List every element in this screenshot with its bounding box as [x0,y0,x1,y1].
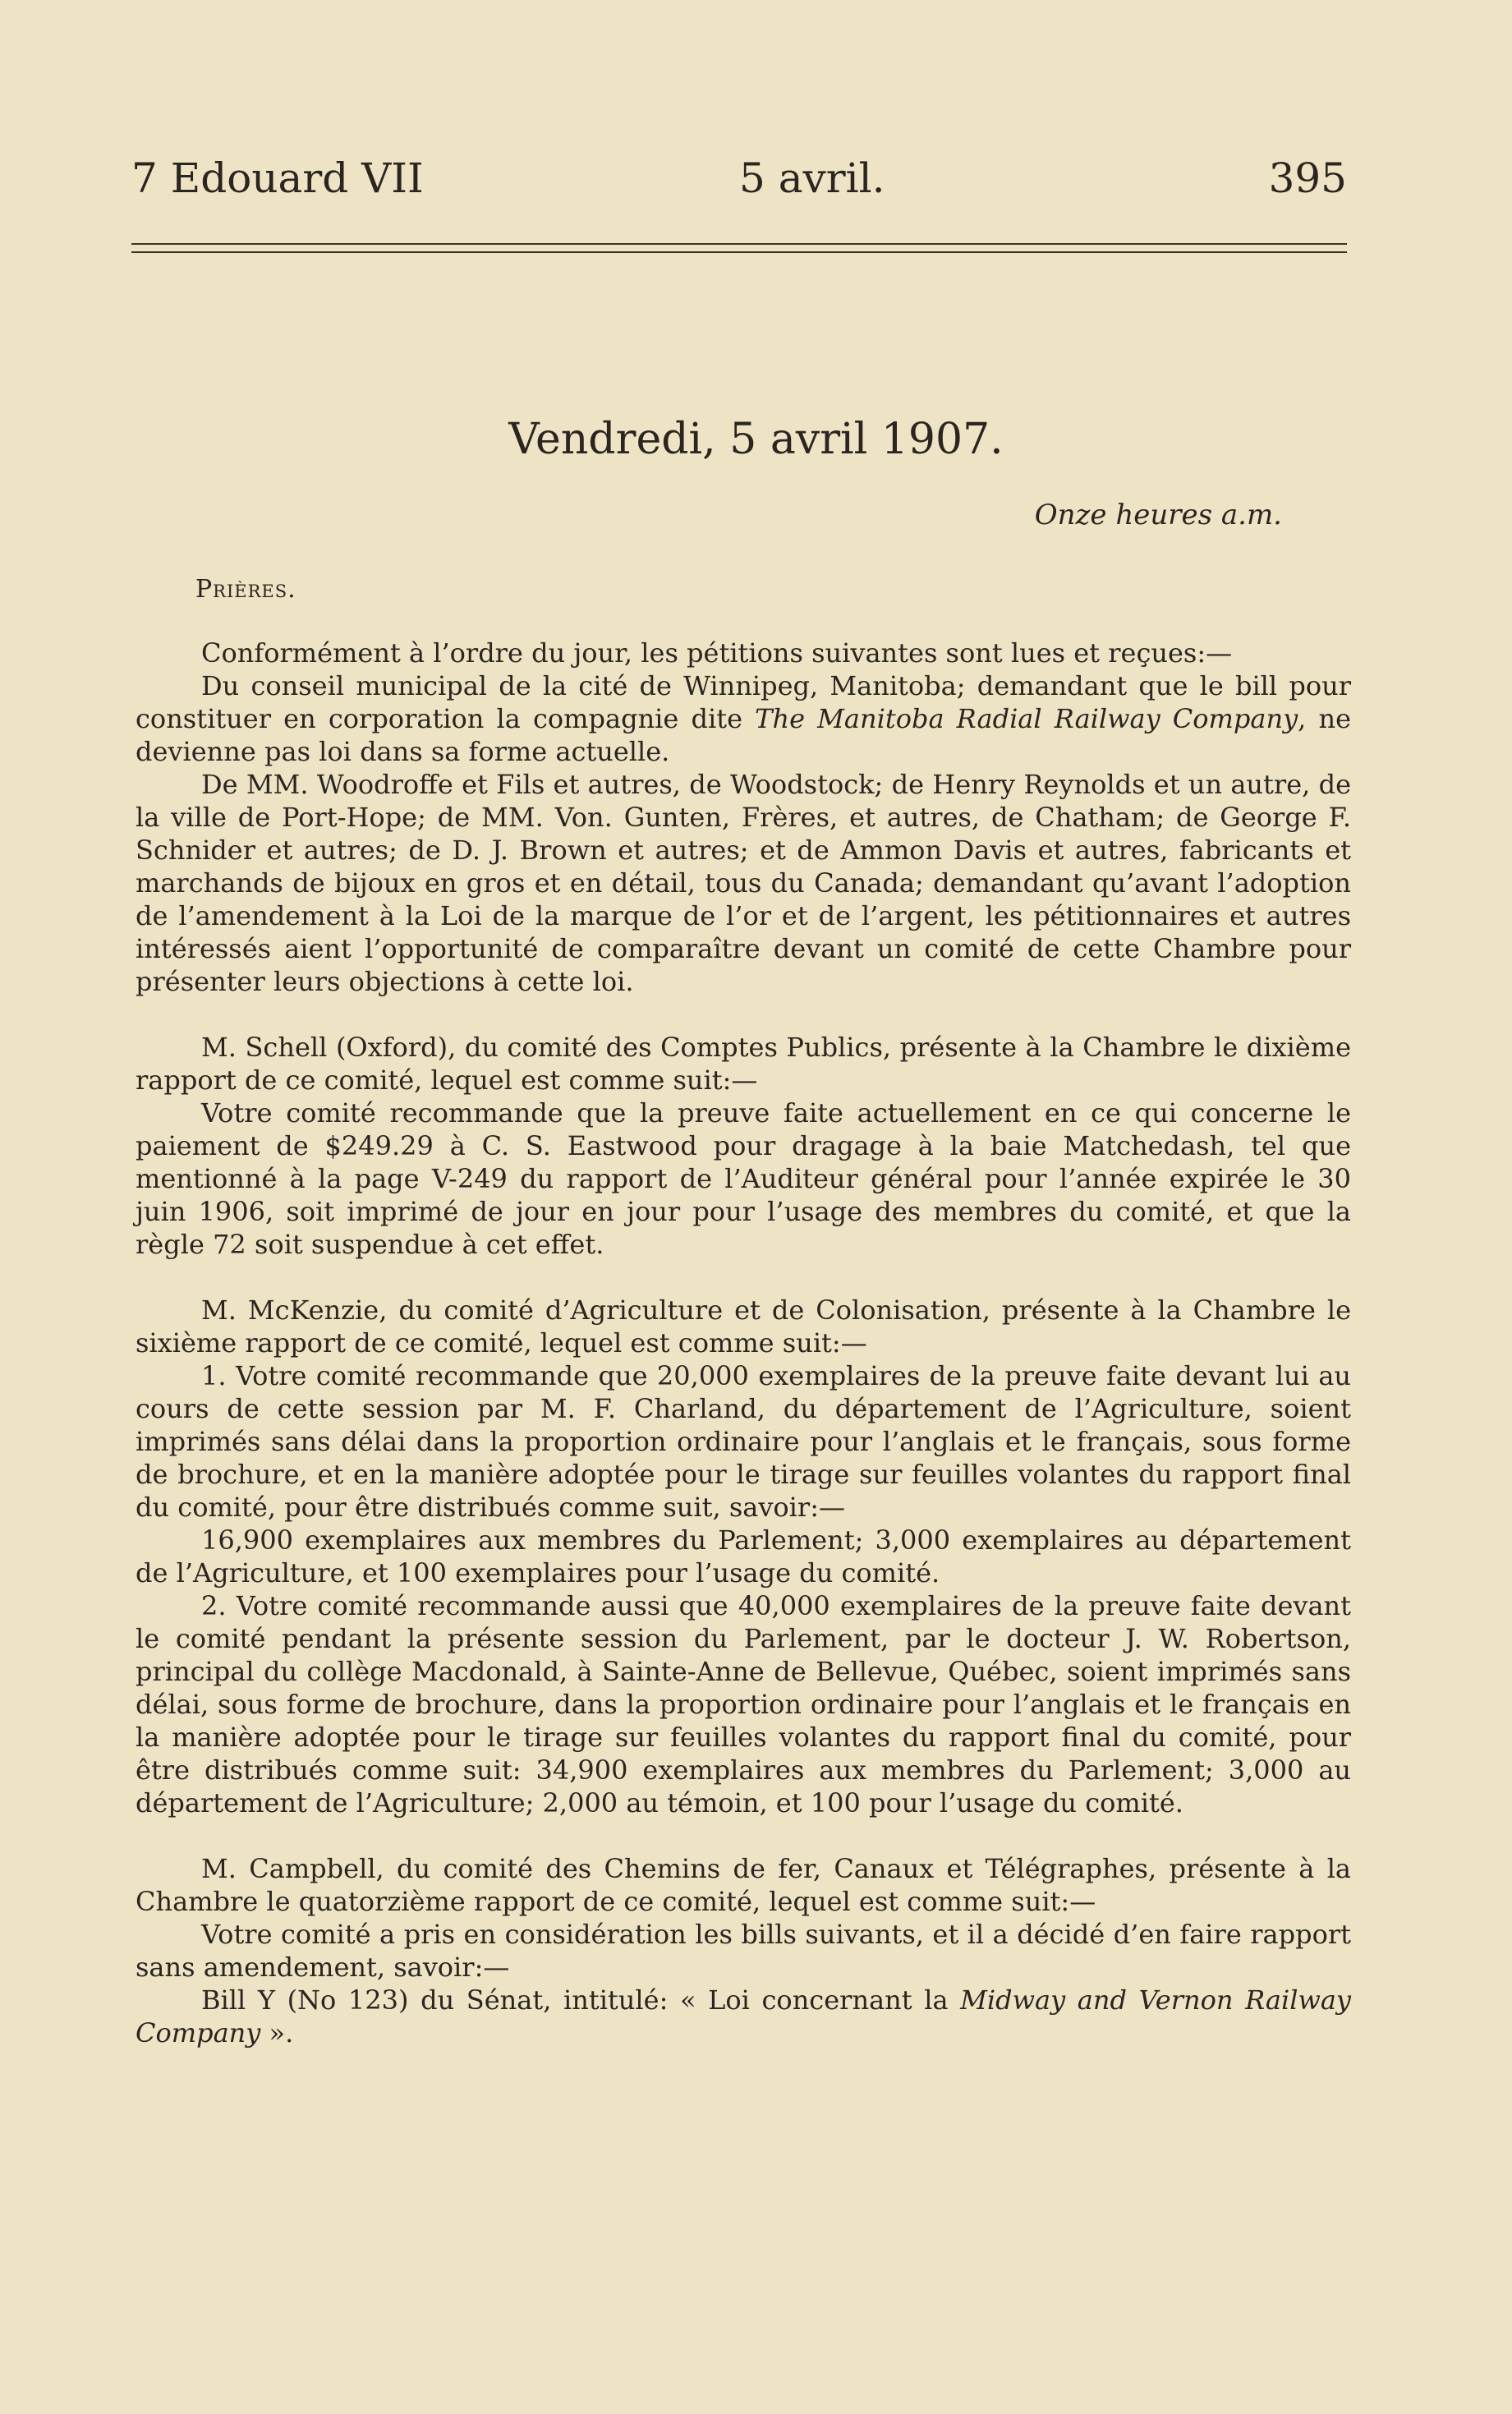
paragraph [136,637,1351,669]
session-time: Onze heures a.m. [1034,499,1282,531]
paragraph [136,1524,1351,1589]
paragraph [136,1097,1351,1261]
paragraph-text: Du conseil municipal de la cité de Winnipeg, Manitoba; demandant que le bill pour constituer en corporation la compagnie dite [136,670,1351,734]
paragraph-text: 16,900 exemplaires aux membres du Parlement; 3,000 exemplaires au département de l’Agriculture, et 100 exemplaires pour l’usage du comité. [136,1524,1351,1589]
paragraph-text-after: , ne devienne pas loi dans sa forme actuelle. [136,703,1352,767]
header-date: 5 avril. [739,154,885,202]
header-rule-bottom [131,251,1347,253]
header-rule-top [131,243,1347,245]
paragraph [136,669,1351,768]
paragraph-text: Conformément à l’ordre du jour, les pétitions suivantes sont lues et reçues:— [201,637,1233,669]
paragraph-text: M. McKenzie, du comité d’Agriculture et de Colonisation, présente à la Chambre le sixième rapport de ce comité, lequel est comme suit:— [136,1294,1351,1359]
prayers-heading: Prières. [195,575,296,604]
paragraph-text: 1. Votre comité recommande que 20,000 exemplaires de la preuve faite devant lui au cours de cette session par M. F. Charland, du département de l’Agriculture, soient imprimés sans délai dans la proportion ordinaire pour l’anglais et le français, sous forme de brochure, et en la manière adoptée pour le tirage sur feuilles volantes du rapport final du comité, pour être distribués comme suit, savoir:— [136,1360,1351,1523]
paragraph-text: De MM. Woodroffe et Fils et autres, de Woodstock; de Henry Reynolds et un autre, de la ville de Port-Hope; de MM. Von. Gunten, Frères, et autres, de Chatham; de George F. Schnider et autres; de D. J. Brown et autres; et de Ammon Davis et autres, fabricants et marchands de bijoux en gros et en détail, tous du Canada; demandant qu’avant l’adoption de l’amendement à la Loi de la marque de l’or et de l’argent, les pétitionnaires et autres intéressés aient l’opportunité de comparaître devant un comité de cette Chambre pour présenter leurs objections à cette loi. [136,769,1351,997]
paragraph-text: M. Campbell, du comité des Chemins de fer, Canaux et Télégraphes, présente à la Chambre le quatorzième rapport de ce comité, lequel est comme suit:— [136,1853,1351,1917]
paragraph [136,1031,1351,1097]
paragraph-text: Bill Y (No 123) du Sénat, intitulé: « Loi concernant la [201,1984,961,2016]
italic-name: The Manitoba Radial Railway Company [755,703,1298,734]
paragraph [136,1852,1351,1918]
italic-name: Midway and Vernon Railway Company [136,1984,1352,2048]
paragraph [136,1359,1351,1524]
paragraph [136,768,1351,998]
page-number: 395 [1268,154,1347,202]
paragraph-text: M. Schell (Oxford), du comité des Comptes Publics, présente à la Chambre le dixième rapport de ce comité, lequel est comme suit:— [136,1032,1351,1096]
paragraph [136,1294,1351,1359]
paragraph [136,1589,1351,1819]
regnal-year: 7 Edouard VII [131,154,424,202]
page-title: Vendredi, 5 avril 1907. [508,415,1004,464]
paragraph-text: 2. Votre comité recommande aussi que 40,000 exemplaires de la preuve faite devant le comité pendant la présente session du Parlement, par le docteur J. W. Robertson, principal du collège Macdonald, à Sainte-Anne de Bellevue, Québec, soient imprimés sans délai, sous forme de brochure, dans la proportion ordinaire pour l’anglais et le français en la manière adoptée pour le tirage sur feuilles volantes du rapport final du comité, pour être distribués comme suit: 34,900 exemplaires aux membres du Parlement; 3,000 au département de l’Agriculture; 2,000 au témoin, et 100 pour l’usage du comité. [136,1590,1351,1819]
body-text [136,637,1351,2049]
paragraph [136,1918,1351,1984]
paragraph-text: Votre comité recommande que la preuve faite actuellement en ce qui concerne le paiement de $249.29 à C. S. Eastwood pour dragage à la baie Matchedash, tel que mentionné à la page V-249 du rapport de l’Auditeur général pour l’année expirée le 30 juin 1906, soit imprimé de jour en jour pour l’usage des membres du comité, et que la règle 72 soit suspendue à cet effet. [136,1097,1351,1260]
paragraph-text: Votre comité a pris en considération les bills suivants, et il a décidé d’en faire rapport sans amendement, savoir:— [136,1919,1351,1983]
running-header [131,154,1347,220]
paragraph [136,1984,1351,2049]
paragraph-text-after: ». [260,2017,294,2048]
